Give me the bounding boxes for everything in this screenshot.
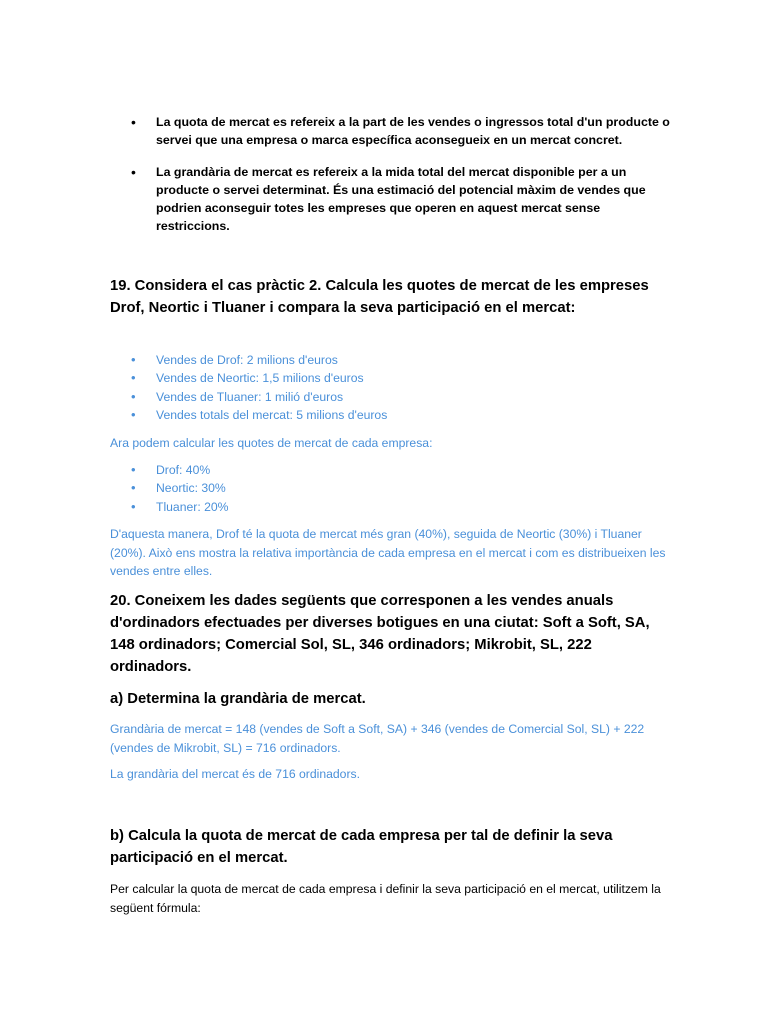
bullet-marker: •: [131, 370, 136, 386]
list-item-text: Vendes de Tluaner: 1 milió d'euros: [156, 389, 344, 404]
bullet-marker: •: [131, 462, 136, 477]
bullet-marker: •: [131, 352, 136, 367]
definitions-list: [131, 113, 671, 235]
bullet-marker: •: [131, 406, 136, 422]
definition-text: La grandària de mercat es refereix a la mida total del mercat disponible per a un producte o servei determinat. És una estimació del potencial màxim de vendes que podrien aconseguir totes les empreses que operen en aquest mercat sense restriccions.: [156, 165, 646, 233]
list-item: [131, 498, 671, 516]
list-item: [131, 461, 671, 479]
list-item-text: Neortic: 30%: [156, 481, 226, 496]
shares-intro: Ara podem calcular les quotes de mercat de cada empresa:: [110, 436, 433, 450]
part-b-title: b) Calcula la quota de mercat de cada empresa per tal de definir la seva participació en el mercat.: [110, 828, 613, 866]
shares-list: [131, 461, 671, 516]
definition-item: [131, 163, 671, 235]
part-a-title: a) Determina la grandària de mercat.: [110, 691, 366, 707]
market-size-result: La grandària del mercat és de 716 ordinadors.: [110, 767, 360, 781]
question-19-title: 19. Considera el cas pràctic 2. Calcula les quotes de mercat de les empreses Drof, Neortic i Tluaner i compara la seva participació en el mercat:: [110, 278, 649, 316]
list-item-text: Drof: 40%: [156, 463, 211, 477]
bullet-marker: •: [131, 388, 136, 404]
bullet-marker: •: [131, 164, 136, 180]
list-item: [131, 369, 671, 387]
bullet-marker: •: [131, 480, 136, 496]
bullet-marker: •: [131, 114, 136, 130]
part-b-intro: Per calcular la quota de mercat de cada empresa i definir la seva participació en el mercat, utilitzem la següent fórmula:: [110, 882, 661, 915]
question-20-title: 20. Coneixem les dades següents que corresponen a les vendes anuals d'ordinadors efectuades per diverses botigues en una ciutat: Soft a Soft, SA, 148 ordinadors; Comercial Sol, SL, 346 ordinadors; Mikrobit, SL, 222 ordinadors.: [110, 593, 650, 675]
list-item: [131, 479, 671, 497]
list-item-text: Tluaner: 20%: [156, 499, 229, 514]
list-item-text: Vendes de Drof: 2 milions d'euros: [156, 353, 338, 367]
definition-item: [131, 113, 671, 149]
list-item: [131, 351, 671, 369]
bullet-marker: •: [131, 498, 136, 514]
sales-list: [131, 351, 671, 424]
list-item-text: Vendes totals del mercat: 5 milions d'euros: [156, 407, 388, 422]
list-item-text: Vendes de Neortic: 1,5 milions d'euros: [156, 371, 364, 386]
list-item: [131, 406, 671, 424]
definition-text: La quota de mercat es refereix a la part de les vendes o ingressos total d'un producte o servei que una empresa o marca específica aconsegueix en un mercat concret.: [156, 115, 670, 147]
shares-conclusion: D'aquesta manera, Drof té la quota de mercat més gran (40%), seguida de Neortic (30%) i Tluaner (20%). Això ens mostra la relativa importància de cada empresa en el mercat i com es distribueixen les vendes entre elles.: [110, 527, 666, 578]
list-item: [131, 388, 671, 406]
market-size-formula: Grandària de mercat = 148 (vendes de Soft a Soft, SA) + 346 (vendes de Comercial Sol, SL) + 222 (vendes de Mikrobit, SL) = 716 ordinadors.: [110, 722, 645, 755]
